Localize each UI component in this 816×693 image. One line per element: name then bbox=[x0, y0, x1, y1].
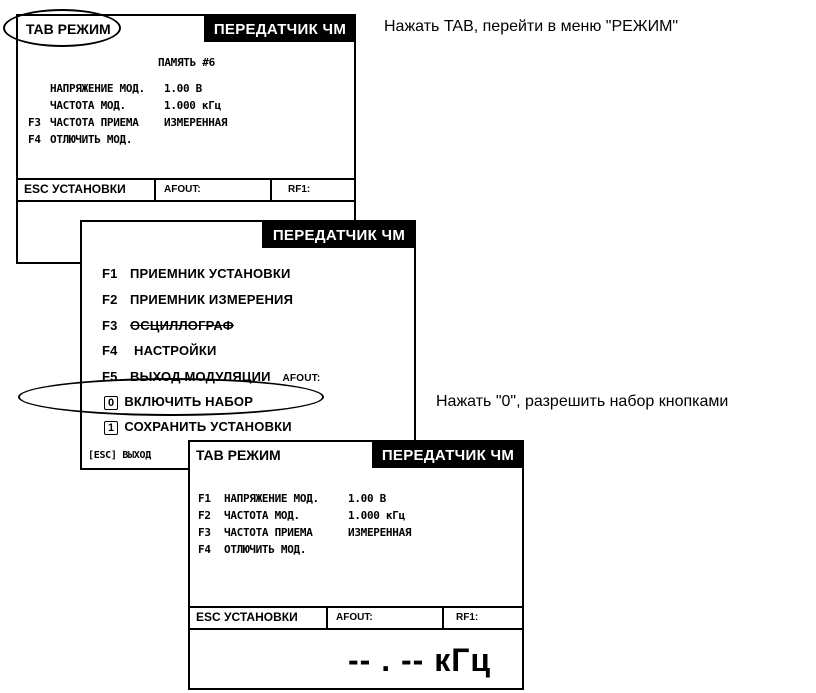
screen-header: ПЕРЕДАТЧИК ЧМ bbox=[262, 222, 416, 248]
key-0-icon: 0 bbox=[104, 396, 118, 410]
screen-mode-input bbox=[188, 440, 524, 690]
footer-divider bbox=[326, 606, 328, 628]
footer-bottom-divider bbox=[190, 628, 522, 630]
esc-exit-label[interactable]: [ESC] ВЫХОД bbox=[88, 450, 151, 461]
afout-label: AFOUT: bbox=[336, 612, 373, 623]
memory-label: ПАМЯТЬ #6 bbox=[158, 56, 215, 69]
menu-item-receiver-measure[interactable]: F2 ПРИЕМНИК ИЗМЕРЕНИЯ bbox=[102, 292, 294, 307]
param-row[interactable]: F3 ЧАСТОТА ПРИЕМА ИЗМЕРЕННАЯ bbox=[28, 116, 228, 129]
afout-label: AFOUT: bbox=[164, 184, 201, 195]
footer-divider bbox=[442, 606, 444, 628]
footer-top-divider bbox=[18, 178, 354, 180]
menu-item-enable-input[interactable]: 0 ВКЛЮЧИТЬ НАБОР bbox=[104, 394, 253, 410]
instruction-step2: Нажать "0", разрешить набор кнопками bbox=[436, 393, 729, 410]
footer-top-divider bbox=[190, 606, 522, 608]
param-row[interactable]: F1 НАПРЯЖЕНИЕ МОД. 1.00 В bbox=[198, 492, 386, 505]
param-row[interactable]: F2 ЧАСТОТА МОД. 1.000 кГц bbox=[198, 509, 405, 522]
tab-mode-label[interactable]: TAB РЕЖИМ bbox=[196, 447, 281, 463]
instruction-step1: Нажать TAB, перейти в меню "РЕЖИМ" bbox=[384, 18, 679, 35]
rf1-label: RF1: bbox=[288, 184, 311, 195]
screen-mode-menu bbox=[80, 220, 416, 470]
param-row[interactable]: F3 ЧАСТОТА ПРИЕМА ИЗМЕРЕННАЯ bbox=[198, 526, 412, 539]
footer-divider bbox=[154, 178, 156, 200]
param-row[interactable]: F4 ОТЛЮЧИТЬ МОД. bbox=[28, 133, 133, 146]
screen-header: ПЕРЕДАТЧИК ЧМ bbox=[204, 16, 356, 42]
highlight-oval-enable-input bbox=[18, 378, 324, 416]
param-row: НАПРЯЖЕНИЕ МОД. 1.00 В bbox=[50, 82, 202, 95]
param-row: ЧАСТОТА МОД. 1.000 кГц bbox=[50, 99, 221, 112]
menu-item-save-settings[interactable]: 1 СОХРАНИТЬ УСТАНОВКИ bbox=[104, 419, 292, 435]
esc-settings-label[interactable]: ESC УСТАНОВКИ bbox=[196, 610, 298, 624]
footer-divider bbox=[270, 178, 272, 200]
footer-bottom-divider bbox=[18, 200, 354, 202]
param-row[interactable]: F4 ОТЛЮЧИТЬ МОД. bbox=[198, 543, 307, 556]
key-1-icon: 1 bbox=[104, 421, 118, 435]
rf1-label: RF1: bbox=[456, 612, 479, 623]
menu-item-settings[interactable]: F4 НАСТРОЙКИ bbox=[102, 343, 217, 358]
frequency-readout: -- . -- кГц bbox=[348, 642, 492, 678]
tab-mode-label[interactable]: TAB РЕЖИМ bbox=[26, 21, 111, 37]
menu-item-mod-output[interactable]: F5 ВЫХОД МОДУЛЯЦИИ AFOUT: bbox=[102, 369, 321, 384]
menu-item-receiver-settings[interactable]: F1 ПРИЕМНИК УСТАНОВКИ bbox=[102, 266, 291, 281]
esc-settings-label[interactable]: ESC УСТАНОВКИ bbox=[24, 182, 126, 196]
screen-header: ПЕРЕДАТЧИК ЧМ bbox=[372, 442, 524, 468]
highlight-oval-tab-mode bbox=[3, 9, 121, 47]
menu-item-oscilloscope[interactable]: F3 ОСЦИЛЛОГРАФ bbox=[102, 318, 234, 333]
